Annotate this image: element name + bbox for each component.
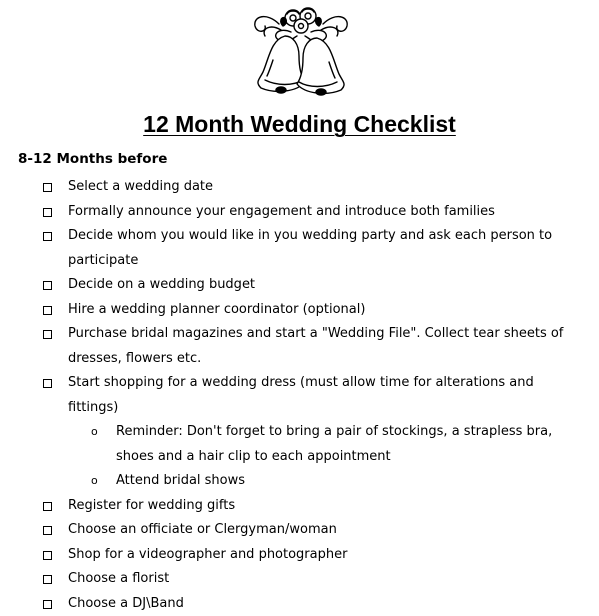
- checkbox-icon[interactable]: [43, 232, 52, 241]
- checklist-item-text: Purchase bridal magazines and start a "Wedding File". Collect tear sheets of dresses, flowers etc.: [68, 326, 563, 366]
- checklist-item-text: Hire a wedding planner coordinator (optional): [68, 302, 365, 317]
- checklist: [0, 175, 599, 616]
- checklist-item-text: Shop for a videographer and photographer: [68, 547, 347, 562]
- checklist-item-text: Reminder: Don't forget to bring a pair of stockings, a strapless bra, shoes and a hair clip to each appointment: [116, 424, 552, 464]
- checklist-item-text: Attend bridal shows: [116, 473, 245, 488]
- checklist-item: [0, 322, 599, 371]
- checklist-item-text: Register for wedding gifts: [68, 498, 235, 513]
- checklist-item: [0, 371, 599, 420]
- checkbox-icon[interactable]: [43, 208, 52, 217]
- checklist-item: [0, 273, 599, 298]
- sub-list-item: [0, 469, 599, 494]
- checklist-item-text: Choose a DJ\Band: [68, 596, 184, 611]
- checkbox-icon[interactable]: [43, 306, 52, 315]
- checklist-item-text: Decide on a wedding budget: [68, 277, 255, 292]
- page-title-text: 12 Month Wedding Checklist: [143, 111, 456, 137]
- checkbox-icon[interactable]: [43, 526, 52, 535]
- checklist-item: [0, 224, 599, 273]
- checkbox-icon[interactable]: [43, 183, 52, 192]
- checklist-item: [0, 494, 599, 519]
- section-heading: 8-12 Months before: [18, 149, 167, 169]
- checklist-item-text: Choose a florist: [68, 571, 169, 586]
- checklist-item: [0, 298, 599, 323]
- page-title: [0, 110, 599, 138]
- checklist-item-text: Select a wedding date: [68, 179, 213, 194]
- wedding-bells-icon: [241, 2, 361, 98]
- checkbox-icon[interactable]: [43, 575, 52, 584]
- checkbox-icon[interactable]: [43, 600, 52, 609]
- checklist-item: [0, 175, 599, 200]
- checkbox-icon[interactable]: [43, 502, 52, 511]
- circle-bullet-icon: o: [91, 469, 98, 494]
- checklist-item: [0, 592, 599, 616]
- sub-list-item: [0, 420, 599, 469]
- checklist-item: [0, 518, 599, 543]
- checklist-item: [0, 567, 599, 592]
- checklist-item: [0, 200, 599, 225]
- checkbox-icon[interactable]: [43, 330, 52, 339]
- circle-bullet-icon: o: [91, 420, 98, 445]
- checklist-item: [0, 543, 599, 568]
- checklist-item-text: Start shopping for a wedding dress (must allow time for alterations and fittings): [68, 375, 534, 415]
- checklist-item-text: Formally announce your engagement and introduce both families: [68, 204, 495, 219]
- checkbox-icon[interactable]: [43, 281, 52, 290]
- checkbox-icon[interactable]: [43, 551, 52, 560]
- checklist-item-text: Choose an officiate or Clergyman/woman: [68, 522, 337, 537]
- checklist-item-text: Decide whom you would like in you wedding party and ask each person to participate: [68, 228, 552, 268]
- checkbox-icon[interactable]: [43, 379, 52, 388]
